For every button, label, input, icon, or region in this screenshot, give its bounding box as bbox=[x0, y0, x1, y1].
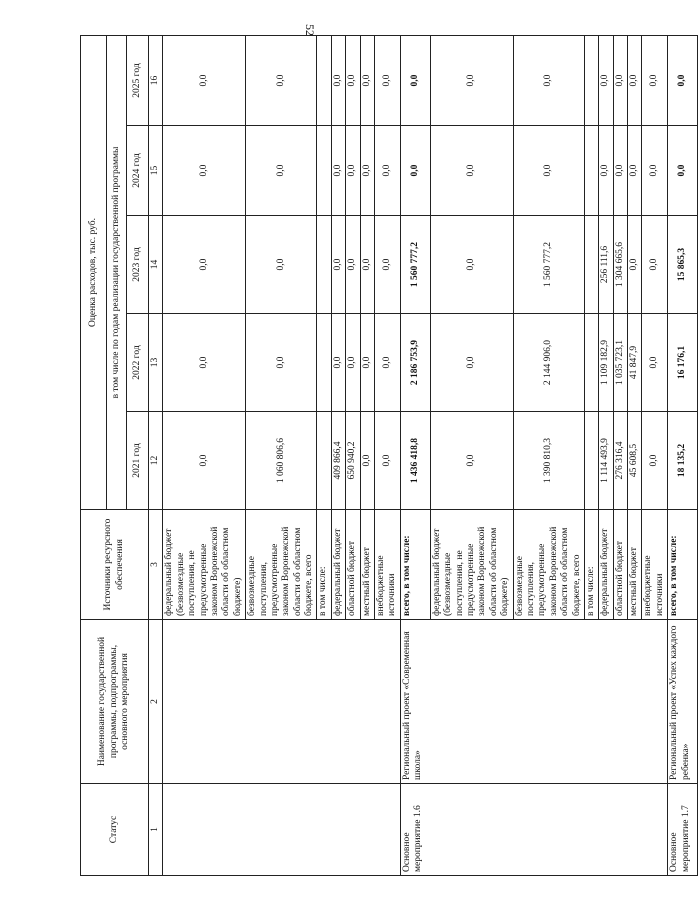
row-value: 2 144 906,0 bbox=[513, 314, 584, 412]
row-value: 0,0 bbox=[642, 216, 668, 314]
row-value: 0,0 bbox=[360, 216, 374, 314]
row-name bbox=[163, 620, 400, 784]
row-value: 0,0 bbox=[163, 36, 246, 126]
row-value: 0,0 bbox=[346, 216, 360, 314]
row-value: 650 940,2 bbox=[346, 412, 360, 510]
column-number: 13 bbox=[149, 314, 163, 412]
row-value: 0,0 bbox=[246, 216, 317, 314]
budget-table-sheet bbox=[80, 36, 691, 876]
header-name: Наименование государственной программы, подпрограммы, основного мероприятия bbox=[81, 620, 149, 784]
row-source: внебюджетные источники bbox=[642, 510, 668, 620]
row-value: 1 560 777,2 bbox=[513, 216, 584, 314]
row-value: 0,0 bbox=[346, 126, 360, 216]
row-value: 0,0 bbox=[668, 36, 698, 126]
header-source: Источники ресурсного обеспечения bbox=[81, 510, 149, 620]
row-value: 0,0 bbox=[375, 216, 401, 314]
row-value: 0,0 bbox=[642, 126, 668, 216]
row-value: 0,0 bbox=[360, 126, 374, 216]
row-value: 0,0 bbox=[346, 36, 360, 126]
header-year: 2024 год bbox=[127, 126, 149, 216]
row-value: 0,0 bbox=[375, 314, 401, 412]
row-value: 0,0 bbox=[375, 126, 401, 216]
row-value: 18 135,2 bbox=[668, 412, 698, 510]
row-value: 1 114 493,9 bbox=[599, 412, 613, 510]
row-value: 15 865,3 bbox=[668, 216, 698, 314]
column-number: 16 bbox=[149, 36, 163, 126]
row-source: безвозмездные поступления, предусмотренные законом Воронежской области об областном бюджете, всего bbox=[246, 510, 317, 620]
row-value: 0,0 bbox=[163, 126, 246, 216]
row-value: 0,0 bbox=[642, 36, 668, 126]
row-value: 0,0 bbox=[613, 126, 627, 216]
row-value: 0,0 bbox=[400, 126, 430, 216]
row-value bbox=[584, 216, 598, 314]
row-value bbox=[317, 126, 331, 216]
row-source: федеральный бюджет (безвозмездные поступления, не предусмотренные законом Воронежской области об областном бюджете) bbox=[163, 510, 246, 620]
row-value: 45 608,5 bbox=[628, 412, 642, 510]
row-value: 0,0 bbox=[599, 126, 613, 216]
row-source: всего, в том числе: bbox=[668, 510, 698, 620]
row-value: 0,0 bbox=[163, 216, 246, 314]
row-value bbox=[584, 36, 598, 126]
column-number: 12 bbox=[149, 412, 163, 510]
row-name: Региональный проект «Современная школа» bbox=[400, 620, 667, 784]
row-value: 0,0 bbox=[346, 314, 360, 412]
table-row bbox=[400, 36, 430, 876]
row-value: 0,0 bbox=[430, 36, 513, 126]
row-value: 1 109 182,9 bbox=[599, 314, 613, 412]
row-source: безвозмездные поступления, предусмотренные законом Воронежской области об областном бюджете, всего bbox=[513, 510, 584, 620]
row-value: 0,0 bbox=[246, 314, 317, 412]
row-value: 0,0 bbox=[163, 314, 246, 412]
row-value bbox=[584, 314, 598, 412]
row-value: 0,0 bbox=[430, 126, 513, 216]
row-value: 0,0 bbox=[513, 36, 584, 126]
row-value: 0,0 bbox=[246, 36, 317, 126]
row-value: 0,0 bbox=[400, 36, 430, 126]
row-name: Региональный проект «Успех каждого ребенка» bbox=[668, 620, 698, 784]
row-value: 16 176,1 bbox=[668, 314, 698, 412]
row-source: федеральный бюджет (безвозмездные поступления, не предусмотренные законом Воронежской области об областном бюджете) bbox=[430, 510, 513, 620]
budget-table bbox=[80, 35, 698, 876]
row-source: местный бюджет bbox=[628, 510, 642, 620]
page-number: 52 bbox=[303, 24, 317, 36]
column-number: 1 bbox=[149, 784, 163, 876]
row-value: 409 866,4 bbox=[331, 412, 345, 510]
row-status bbox=[163, 784, 400, 876]
header-year: 2023 год bbox=[127, 216, 149, 314]
row-value: 0,0 bbox=[599, 36, 613, 126]
row-value: 0,0 bbox=[375, 412, 401, 510]
row-value: 0,0 bbox=[613, 36, 627, 126]
row-value bbox=[317, 36, 331, 126]
row-value: 0,0 bbox=[331, 36, 345, 126]
header-status: Статус bbox=[81, 784, 149, 876]
row-source: местный бюджет bbox=[360, 510, 374, 620]
table-row bbox=[163, 36, 246, 876]
row-value bbox=[317, 412, 331, 510]
column-number: 3 bbox=[149, 510, 163, 620]
row-source: в том числе: bbox=[317, 510, 331, 620]
row-value: 0,0 bbox=[360, 412, 374, 510]
row-value: 1 035 723,1 bbox=[613, 314, 627, 412]
row-source: федеральный бюджет bbox=[599, 510, 613, 620]
row-value: 0,0 bbox=[360, 314, 374, 412]
header-by-years: в том числе по годам реализации государственной программы bbox=[107, 36, 127, 510]
row-value: 0,0 bbox=[246, 126, 317, 216]
row-source: областной бюджет bbox=[346, 510, 360, 620]
row-value bbox=[317, 314, 331, 412]
row-value: 0,0 bbox=[360, 36, 374, 126]
header-year: 2022 год bbox=[127, 314, 149, 412]
row-value: 0,0 bbox=[430, 314, 513, 412]
row-value: 276 316,4 bbox=[613, 412, 627, 510]
row-status: Основное мероприятие 1.6 bbox=[400, 784, 667, 876]
table-row bbox=[668, 36, 698, 876]
row-value: 0,0 bbox=[430, 412, 513, 510]
header-year: 2021 год bbox=[127, 412, 149, 510]
header-estimate: Оценка расходов, тыс. руб. bbox=[81, 36, 107, 510]
row-value bbox=[584, 126, 598, 216]
row-source: внебюджетные источники bbox=[375, 510, 401, 620]
row-value: 0,0 bbox=[331, 126, 345, 216]
row-value: 41 847,9 bbox=[628, 314, 642, 412]
row-value: 0,0 bbox=[331, 216, 345, 314]
row-value: 0,0 bbox=[513, 126, 584, 216]
row-value: 0,0 bbox=[628, 216, 642, 314]
header-year: 2025 год bbox=[127, 36, 149, 126]
column-number: 14 bbox=[149, 216, 163, 314]
row-value: 0,0 bbox=[628, 36, 642, 126]
row-source: областной бюджет bbox=[613, 510, 627, 620]
row-value bbox=[584, 412, 598, 510]
row-value: 0,0 bbox=[628, 126, 642, 216]
row-value: 1 060 806,6 bbox=[246, 412, 317, 510]
row-value: 1 560 777,2 bbox=[400, 216, 430, 314]
row-value: 0,0 bbox=[668, 126, 698, 216]
row-value: 0,0 bbox=[375, 36, 401, 126]
row-value: 0,0 bbox=[331, 314, 345, 412]
column-number: 15 bbox=[149, 126, 163, 216]
row-value: 0,0 bbox=[642, 314, 668, 412]
row-value: 0,0 bbox=[642, 412, 668, 510]
row-source: в том числе: bbox=[584, 510, 598, 620]
row-status: Основное мероприятие 1.7 bbox=[668, 784, 698, 876]
row-value: 1 436 418,8 bbox=[400, 412, 430, 510]
row-value bbox=[317, 216, 331, 314]
row-value: 0,0 bbox=[430, 216, 513, 314]
row-value: 256 111,6 bbox=[599, 216, 613, 314]
row-source: всего, в том числе: bbox=[400, 510, 430, 620]
row-value: 2 186 753,9 bbox=[400, 314, 430, 412]
row-value: 1 304 665,6 bbox=[613, 216, 627, 314]
row-source: федеральный бюджет bbox=[331, 510, 345, 620]
column-number: 2 bbox=[149, 620, 163, 784]
row-value: 1 390 810,3 bbox=[513, 412, 584, 510]
row-value: 0,0 bbox=[163, 412, 246, 510]
